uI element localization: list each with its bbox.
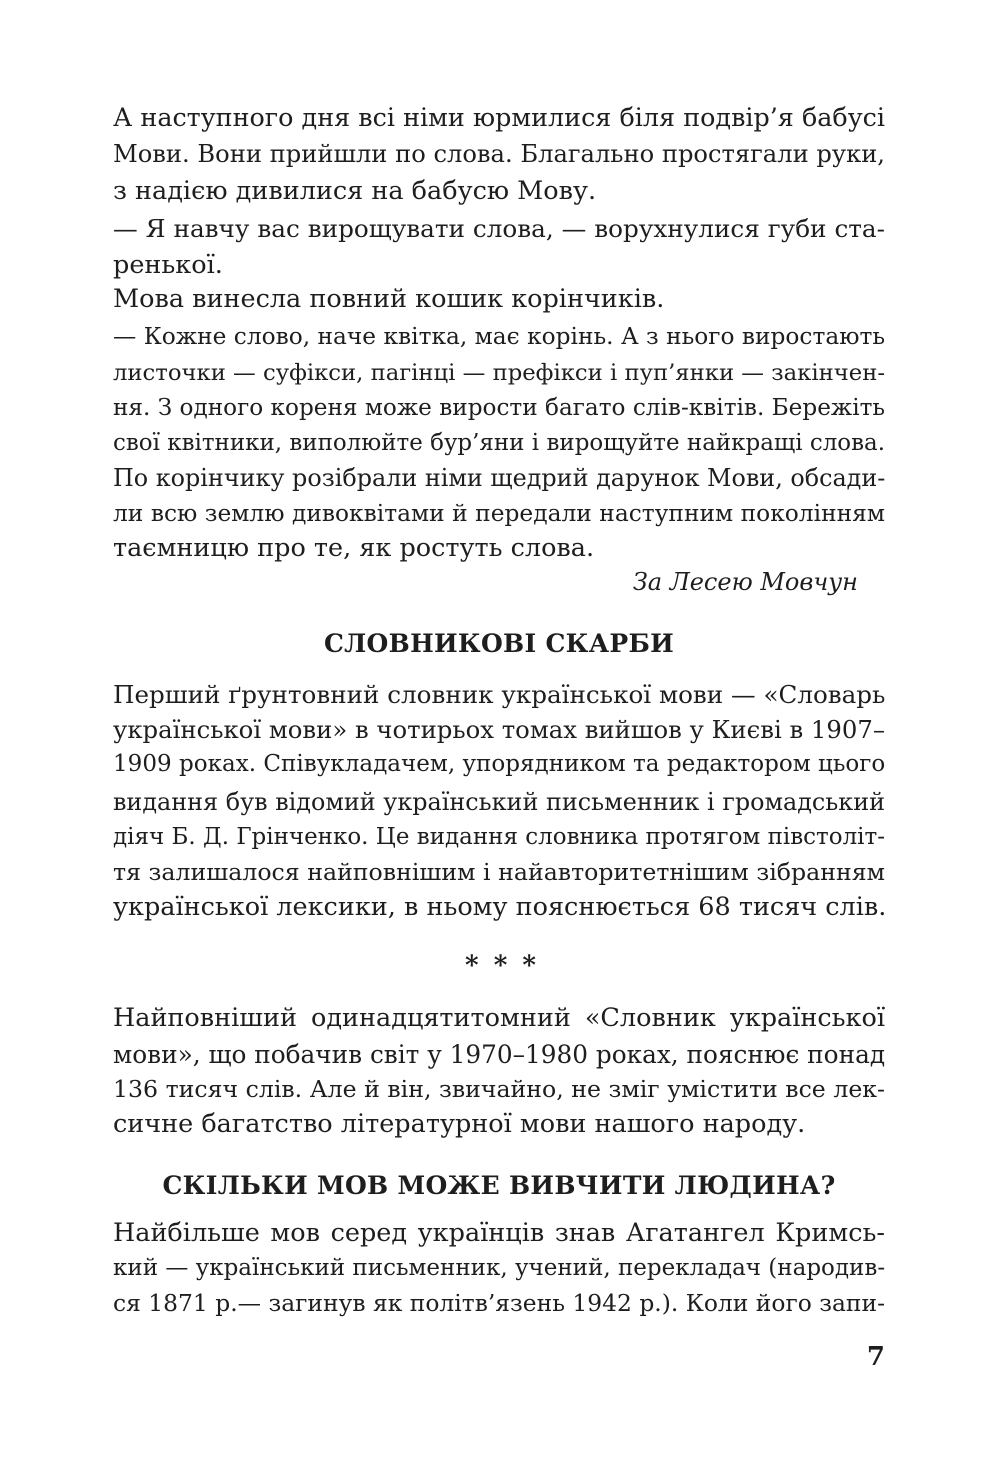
text-line: таємницю про те, як ростуть слова. — [113, 533, 595, 563]
text-line: української лексики, в ньому пояснюється 68 тисяч слів. — [113, 892, 887, 922]
text-line: Найповніший одинадцятитомний «Словник української — [113, 1003, 885, 1033]
page-number: 7 — [866, 1342, 885, 1372]
text-line: діяч Б. Д. Грінченко. Це видання словника протягом півстоліт- — [113, 824, 885, 850]
attribution: За Лесею Мовчун — [632, 568, 858, 596]
text-line: ня. З одного кореня може вирости багато слів-квітів. Бережіть — [113, 395, 886, 421]
text-line: Мови. Вони прийшли по слова. Благально простягали руки, — [113, 140, 885, 168]
text-line: ренької. — [113, 250, 223, 280]
text-line: видання був відомий український письменник і громадський — [113, 788, 885, 816]
text-line: — Я навчу вас вирощувати слова, — ворухнулися губи ста- — [113, 214, 885, 243]
text-line: сичне багатство літературної мови нашого народу. — [113, 1109, 806, 1139]
text-line: Найбільше мов серед українців знав Агатангел Кримсь- — [113, 1218, 885, 1248]
text-line: ся 1871 р.— загинув як політв’язень 1942 р.). Коли його запи- — [113, 1289, 885, 1317]
text-line: тя залишалося найповнішим і найавторитетнішим зібранням — [113, 858, 885, 886]
text-line: листочки — суфікси, пагінці — префікси і пуп’янки — закінчен- — [113, 360, 885, 386]
text-line: По корінчику розібрали німи щедрий дарунок Мови, обсади- — [113, 464, 886, 492]
text-line: кий — український письменник, учений, перекладач (народив- — [113, 1255, 886, 1281]
text-line: А наступного дня всі німи юрмилися біля подвір’я бабусі — [113, 102, 885, 132]
text-line: Мова винесла повний кошик корінчиків. — [113, 284, 665, 314]
text-line: — Кожне слово, наче квітка, має корінь. А з нього виростають — [113, 323, 885, 350]
section-heading: СЛОВНИКОВІ СКАРБИ — [323, 629, 675, 658]
text-line: свої квітники, виполюйте бур’яни і вирощуйте найкращі слова. — [113, 430, 885, 456]
text-line: Перший ґрунтовний словник української мови — «Словарь — [113, 680, 886, 709]
text-line: з надією дивилися на бабусю Мову. — [113, 176, 597, 206]
text-line: 1909 роках. Співукладачем, упорядником та редактором цього — [113, 751, 886, 777]
section-separator: * * * — [465, 951, 539, 981]
text-line: 136 тисяч слів. Але й він, звичайно, не зміг умістити все лек- — [113, 1075, 885, 1103]
text-line: ли всю землю дивоквітами й передали наступним поколінням — [113, 500, 885, 527]
text-line: мови», що побачив світ у 1970–1980 роках, пояснює понад — [113, 1040, 886, 1069]
text-line: української мови» в чотирьох томах вийшов у Києві в 1907– — [113, 715, 885, 744]
section-heading: СКІЛЬКИ МОВ МОЖЕ ВИВЧИТИ ЛЮДИНА? — [162, 1171, 836, 1200]
